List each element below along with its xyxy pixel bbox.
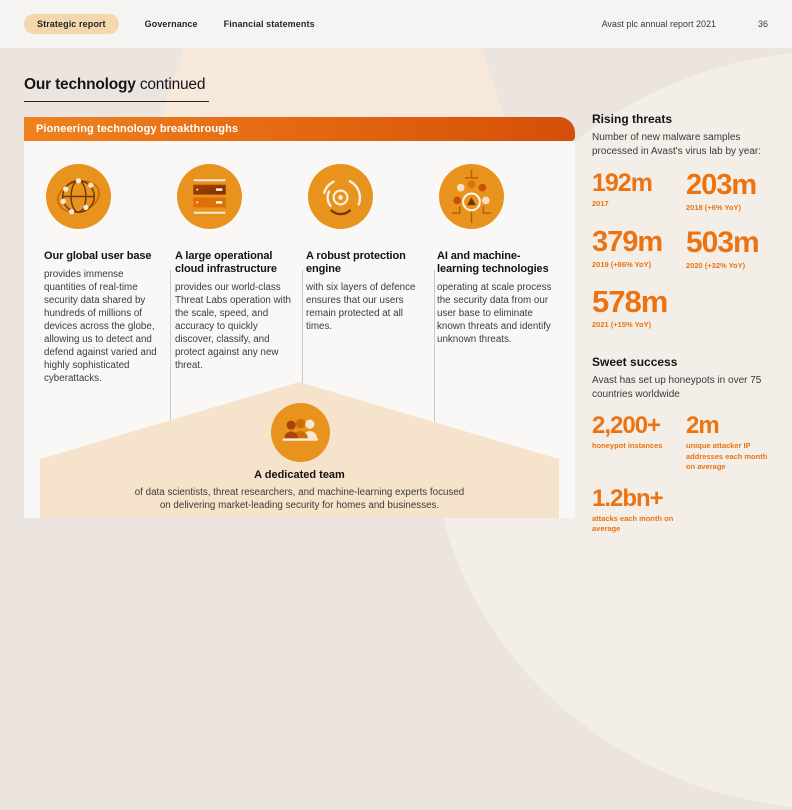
globe-icon (46, 164, 111, 229)
stat-honeypots (592, 414, 686, 471)
page-header (0, 0, 792, 48)
report-nav (24, 14, 315, 34)
feature-columns (24, 141, 575, 385)
rising-threats-subtitle: Number of new malware samples processed in Avast's virus lab by year: (592, 132, 762, 157)
stat-value: 1.2bn+ (592, 484, 663, 512)
stat-attacks (592, 484, 686, 534)
stat-label: unique attacker IP addresses each month on average (686, 441, 768, 471)
stat-2020 (686, 228, 778, 271)
stat-2019 (592, 228, 686, 271)
tab-financial-statements[interactable]: Financial statements (223, 19, 315, 29)
technology-card (24, 117, 575, 518)
sweet-success-title: Sweet success (592, 355, 678, 370)
stat-value: 203m (686, 169, 757, 201)
feature-column-cloud (175, 164, 306, 385)
server-icon (177, 164, 242, 229)
stat-label: 2017 (592, 199, 609, 208)
stat-value: 379m (592, 226, 663, 259)
team-text (40, 469, 559, 512)
report-title: Avast plc annual report 2021 (601, 19, 716, 29)
rising-threats-title: Rising threats (592, 112, 673, 126)
ai-machine-learning-icon (439, 164, 504, 229)
feature-title: A robust protection engine (306, 250, 406, 275)
stats-sidebar (592, 112, 778, 534)
stat-label: honeypot instances (592, 441, 663, 451)
card-body (24, 141, 575, 518)
feature-column-user-base (44, 164, 175, 385)
stat-label: 2019 (+86% YoY) (592, 260, 652, 270)
stat-2021 (592, 286, 686, 330)
rising-threats-section (592, 112, 778, 330)
feature-body: provides our world-class Threat Labs operation with the scale, speed, and accuracy to quickly discover, classify, and protect against any new threat. (175, 281, 291, 372)
page-title-bold: Our technology (24, 76, 136, 93)
protection-engine-icon (308, 164, 373, 229)
feature-column-ai (437, 164, 568, 385)
feature-title: AI and machine-learning technologies (437, 250, 549, 275)
tab-strategic-report[interactable]: Strategic report (24, 14, 119, 34)
feature-column-protection (306, 164, 437, 385)
card-banner-label: Pioneering technology breakthroughs (36, 123, 239, 135)
feature-body: operating at scale process the security data from our user base to eliminate known threats and identify unknown threats. (437, 281, 552, 345)
feature-body: provides immense quantities of real-time security data shared by hundreds of millions of devices across the globe, allowing us to detect and defend against varied and highly sophisticated cyberattacks. (44, 268, 157, 385)
feature-title: A large operational cloud infrastructure (175, 250, 277, 275)
stat-value: 2m (686, 412, 719, 440)
stat-label: 2020 (+32% YoY) (686, 261, 746, 271)
page-title-regular: continued (135, 76, 206, 93)
rising-threats-stats (592, 171, 778, 330)
feature-body: with six layers of defence ensures that our users remain protected at all times. (306, 281, 416, 332)
stat-attacker-ips (686, 414, 778, 471)
team-body: of data scientists, threat researchers, and machine-learning experts focused on delivering market-leading security for homes and businesses. (134, 487, 465, 512)
stat-value: 192m (592, 169, 652, 197)
stat-2018 (686, 171, 778, 213)
stat-2017 (592, 171, 686, 213)
page-title (24, 76, 209, 102)
stat-value: 2,200+ (592, 412, 661, 440)
stat-value: 578m (592, 284, 668, 320)
stat-value: 503m (686, 226, 759, 260)
stat-label: 2021 (+15% YoY) (592, 320, 652, 330)
stat-label: 2018 (+6% YoY) (686, 203, 741, 212)
card-banner (24, 117, 575, 141)
sweet-success-section (592, 355, 778, 534)
page-number: 36 (757, 19, 768, 29)
feature-title: Our global user base (44, 250, 152, 262)
team-icon (271, 403, 330, 462)
team-title: A dedicated team (254, 469, 345, 481)
tab-governance[interactable]: Governance (144, 19, 198, 29)
sweet-success-stats (592, 414, 778, 534)
stat-label: attacks each month on average (592, 513, 674, 533)
sweet-success-subtitle: Avast has set up honeypots in over 75 countries worldwide (592, 375, 762, 400)
